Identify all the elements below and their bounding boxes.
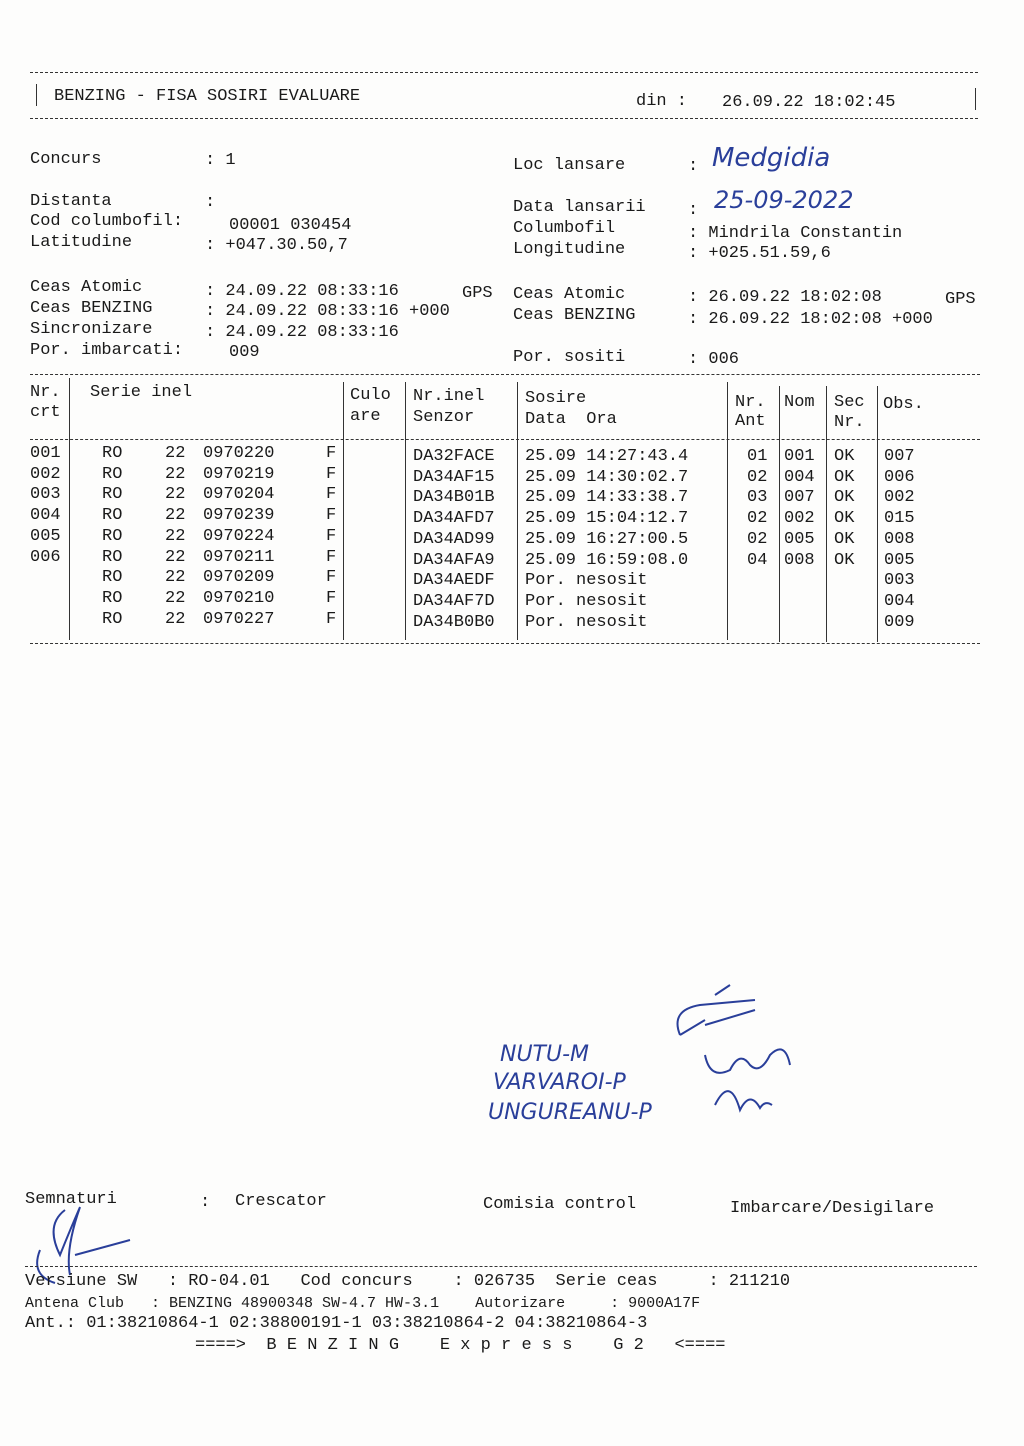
cell-serie-inel: 0970239 — [203, 506, 275, 526]
cell-an: 22 — [165, 547, 186, 567]
th-crt: crt — [30, 403, 61, 422]
cell-nr-crt: 003 — [30, 485, 61, 505]
th-nr-ant-1: Nr. — [735, 393, 766, 412]
cell-sosire: 25.09 15:04:12.7 — [525, 509, 689, 529]
table-top-border — [30, 374, 980, 375]
cell-nom: 008 — [784, 550, 815, 570]
document-title: BENZING - FISA SOSIRI EVALUARE — [54, 87, 361, 106]
cell-serie-inel: 0970210 — [203, 588, 275, 608]
cell-tara: RO — [102, 609, 123, 629]
ceas-benzing-right-label: Ceas BENZING — [513, 306, 636, 325]
cell-nom: 001 — [784, 447, 815, 466]
footer-brand: ====> B E N Z I N G E x p r e s s G 2 <==== — [195, 1336, 726, 1355]
cell-serie-inel: 0970220 — [203, 444, 275, 463]
imbarcare-desigilare-label: Imbarcare/Desigilare — [730, 1199, 935, 1218]
col-divider — [877, 386, 878, 642]
cell-senzor: DA34B01B — [413, 488, 495, 508]
ceas-atomic-right-value: : 26.09.22 18:02:08 — [688, 288, 882, 307]
cell-nr-crt: 002 — [30, 464, 61, 484]
th-sec-1: Sec — [834, 393, 865, 412]
por-imbarcati-value: 009 — [229, 343, 260, 362]
cod-columbofil-value: 00001 030454 — [229, 216, 352, 235]
cell-sosire: 25.09 16:59:08.0 — [525, 550, 689, 570]
cell-an: 22 — [165, 506, 186, 526]
cell-obs: 005 — [884, 550, 915, 570]
handwritten-name-2: VARVAROI-P — [493, 1070, 626, 1095]
commission-signatures — [660, 980, 810, 1130]
cell-an: 22 — [165, 588, 186, 608]
cell-obs: 006 — [884, 467, 915, 487]
header-left-border — [36, 84, 37, 106]
din-value: 26.09.22 18:02:45 — [722, 93, 896, 112]
cell-senzor: DA34B0B0 — [413, 612, 495, 632]
por-sositi-label: Por. sositi — [513, 348, 626, 367]
cell-an: 22 — [165, 568, 186, 588]
cell-serie-inel: 0970211 — [203, 547, 275, 567]
ceas-benzing-left-label: Ceas BENZING — [30, 299, 153, 318]
cell-nr-ant: 02 — [747, 467, 768, 487]
cell-sec-nr: OK — [834, 529, 855, 549]
cell-senzor: DA34AD99 — [413, 529, 495, 549]
crescator-label: Crescator — [235, 1192, 327, 1211]
th-culoare-1: Culo — [350, 386, 391, 405]
col-divider — [779, 386, 780, 642]
cell-an: 22 — [165, 444, 186, 463]
th-nr: Nr. — [30, 383, 61, 402]
cell-sec-nr: OK — [834, 447, 855, 466]
cell-sec-nr: OK — [834, 467, 855, 487]
cell-serie-inel: 0970224 — [203, 526, 275, 546]
cell-nom: 002 — [784, 509, 815, 529]
cell-sex: F — [326, 526, 337, 546]
cell-sex: F — [326, 506, 337, 526]
cell-sex: F — [326, 444, 337, 463]
cell-sosire: 25.09 14:30:02.7 — [525, 467, 689, 487]
col-divider — [69, 378, 70, 640]
comisia-control-label: Comisia control — [483, 1195, 637, 1214]
ceas-benzing-right-value: : 26.09.22 18:02:08 +000 — [688, 310, 933, 329]
cell-sex: F — [326, 609, 337, 629]
cell-obs: 007 — [884, 447, 915, 466]
cell-sosire: Por. nesosit — [525, 571, 648, 591]
cell-tara: RO — [102, 547, 123, 567]
footer-versiune: Versiune SW : RO-04.01 Cod concurs : 026735 Serie ceas : 211210 — [25, 1272, 791, 1291]
cell-senzor: DA34AF7D — [413, 591, 495, 611]
footer-ant: Ant.: 01:38210864-1 02:38800191-1 03:38210864-2 04:38210864-3 — [25, 1314, 648, 1333]
longitudine-value: : +025.51.59,6 — [688, 244, 831, 263]
ceas-atomic-left-gps: GPS — [462, 284, 493, 303]
cell-serie-inel: 0970204 — [203, 485, 275, 505]
cell-sex: F — [326, 568, 337, 588]
cell-sosire: 25.09 14:27:43.4 — [525, 447, 689, 466]
por-sositi-value: : 006 — [688, 350, 740, 369]
th-senzor: Senzor — [413, 408, 475, 427]
cell-sec-nr: OK — [834, 509, 855, 529]
footer-separator — [25, 1266, 977, 1267]
latitudine-value: : +047.30.50,7 — [205, 236, 348, 255]
cell-tara: RO — [102, 464, 123, 484]
cell-an: 22 — [165, 526, 186, 546]
cell-sex: F — [326, 464, 337, 484]
cell-tara: RO — [102, 485, 123, 505]
cell-an: 22 — [165, 485, 186, 505]
distanta-value: : — [205, 193, 216, 212]
col-divider — [517, 382, 518, 640]
cell-senzor: DA34AFA9 — [413, 550, 495, 570]
cell-sosire: Por. nesosit — [525, 612, 648, 632]
cell-nom: 004 — [784, 467, 815, 487]
loc-lansare-handwritten: Medgidia — [712, 143, 831, 173]
cell-sex: F — [326, 547, 337, 567]
cell-sex: F — [326, 485, 337, 505]
cell-nr-ant: 01 — [747, 447, 768, 466]
cell-obs: 004 — [884, 591, 915, 611]
cell-nom: 005 — [784, 529, 815, 549]
cell-nr-crt: 006 — [30, 547, 61, 567]
cell-obs: 008 — [884, 529, 915, 549]
cell-tara: RO — [102, 444, 123, 463]
data-lansarii-colon: : — [688, 201, 699, 220]
th-serie-inel: Serie inel — [90, 383, 193, 402]
cell-serie-inel: 0970209 — [203, 568, 275, 588]
cod-columbofil-label: Cod columbofil: — [30, 212, 184, 231]
th-culoare-2: are — [350, 407, 381, 426]
ceas-benzing-left-value: : 24.09.22 08:33:16 +000 — [205, 302, 450, 321]
sincronizare-value: : 24.09.22 08:33:16 — [205, 323, 399, 342]
header-bottom-border — [30, 118, 978, 119]
cell-tara: RO — [102, 588, 123, 608]
ceas-atomic-right-label: Ceas Atomic — [513, 285, 626, 304]
concurs-label: Concurs — [30, 150, 102, 169]
th-sec-2: Nr. — [834, 413, 865, 432]
th-nr-inel: Nr.inel — [413, 387, 485, 406]
semnaturi-label: Semnaturi — [25, 1190, 117, 1209]
cell-nr-ant: 02 — [747, 529, 768, 549]
handwritten-name-3: UNGUREANU-P — [488, 1100, 652, 1125]
cell-senzor: DA32FACE — [413, 447, 495, 466]
columbofil-label: Columbofil — [513, 219, 616, 238]
cell-serie-inel: 0970219 — [203, 464, 275, 484]
cell-serie-inel: 0970227 — [203, 609, 275, 629]
cell-nr-ant: 04 — [747, 550, 768, 570]
cell-senzor: DA34AFD7 — [413, 509, 495, 529]
th-sosire: Sosire — [525, 389, 587, 408]
cell-sosire: 25.09 14:33:38.7 — [525, 488, 689, 508]
th-nr-ant-2: Ant — [735, 412, 766, 431]
th-data-ora: Data Ora — [525, 410, 617, 429]
cell-nom: 007 — [784, 488, 815, 508]
longitudine-label: Longitudine — [513, 240, 626, 259]
cell-tara: RO — [102, 568, 123, 588]
cell-nr-crt: 001 — [30, 444, 61, 463]
latitudine-label: Latitudine — [30, 233, 133, 252]
cell-tara: RO — [102, 506, 123, 526]
cell-senzor: DA34AEDF — [413, 571, 495, 591]
cell-sosire: Por. nesosit — [525, 591, 648, 611]
por-imbarcati-label: Por. imbarcati: — [30, 341, 184, 360]
col-divider — [727, 382, 728, 640]
table-header-border — [30, 439, 980, 440]
cell-sex: F — [326, 588, 337, 608]
data-lansarii-handwritten: 25-09-2022 — [714, 186, 854, 214]
footer-antena: Antena Club : BENZING 48900348 SW-4.7 HW-3.1 Autorizare : 9000A17F — [25, 1295, 701, 1312]
columbofil-value: : Mindrila Constantin — [688, 224, 903, 243]
distanta-label: Distanta — [30, 192, 112, 211]
cell-an: 22 — [165, 609, 186, 629]
th-nom: Nom — [784, 393, 815, 412]
th-obs: Obs. — [883, 395, 924, 414]
cell-senzor: DA34AF15 — [413, 467, 495, 487]
cell-sosire: 25.09 16:27:00.5 — [525, 529, 689, 549]
cell-obs: 003 — [884, 571, 915, 591]
loc-lansare-colon: : — [688, 157, 699, 176]
cell-an: 22 — [165, 464, 186, 484]
header-right-border — [975, 88, 976, 110]
table-bottom-border — [30, 643, 980, 644]
concurs-value: : 1 — [205, 151, 236, 170]
col-divider — [405, 382, 406, 640]
handwritten-name-1: NUTU-M — [500, 1042, 590, 1067]
ceas-atomic-right-gps: GPS — [945, 290, 976, 309]
sincronizare-label: Sincronizare — [30, 320, 153, 339]
header-top-border — [30, 72, 978, 73]
cell-nr-crt: 004 — [30, 506, 61, 526]
cell-tara: RO — [102, 526, 123, 546]
col-divider — [826, 386, 827, 642]
cell-nr-ant: 03 — [747, 488, 768, 508]
col-divider — [343, 382, 344, 640]
ceas-atomic-left-label: Ceas Atomic — [30, 278, 143, 297]
cell-nr-crt: 005 — [30, 526, 61, 546]
data-lansarii-label: Data lansarii — [513, 198, 646, 217]
cell-obs: 015 — [884, 509, 915, 529]
cell-nr-ant: 02 — [747, 509, 768, 529]
din-label: din : — [636, 92, 688, 111]
cell-obs: 002 — [884, 488, 915, 508]
cell-sec-nr: OK — [834, 550, 855, 570]
ceas-atomic-left-value: : 24.09.22 08:33:16 — [205, 282, 399, 301]
cell-obs: 009 — [884, 612, 915, 632]
cell-sec-nr: OK — [834, 488, 855, 508]
loc-lansare-label: Loc lansare — [513, 156, 626, 175]
semnaturi-colon: : — [200, 1193, 211, 1212]
